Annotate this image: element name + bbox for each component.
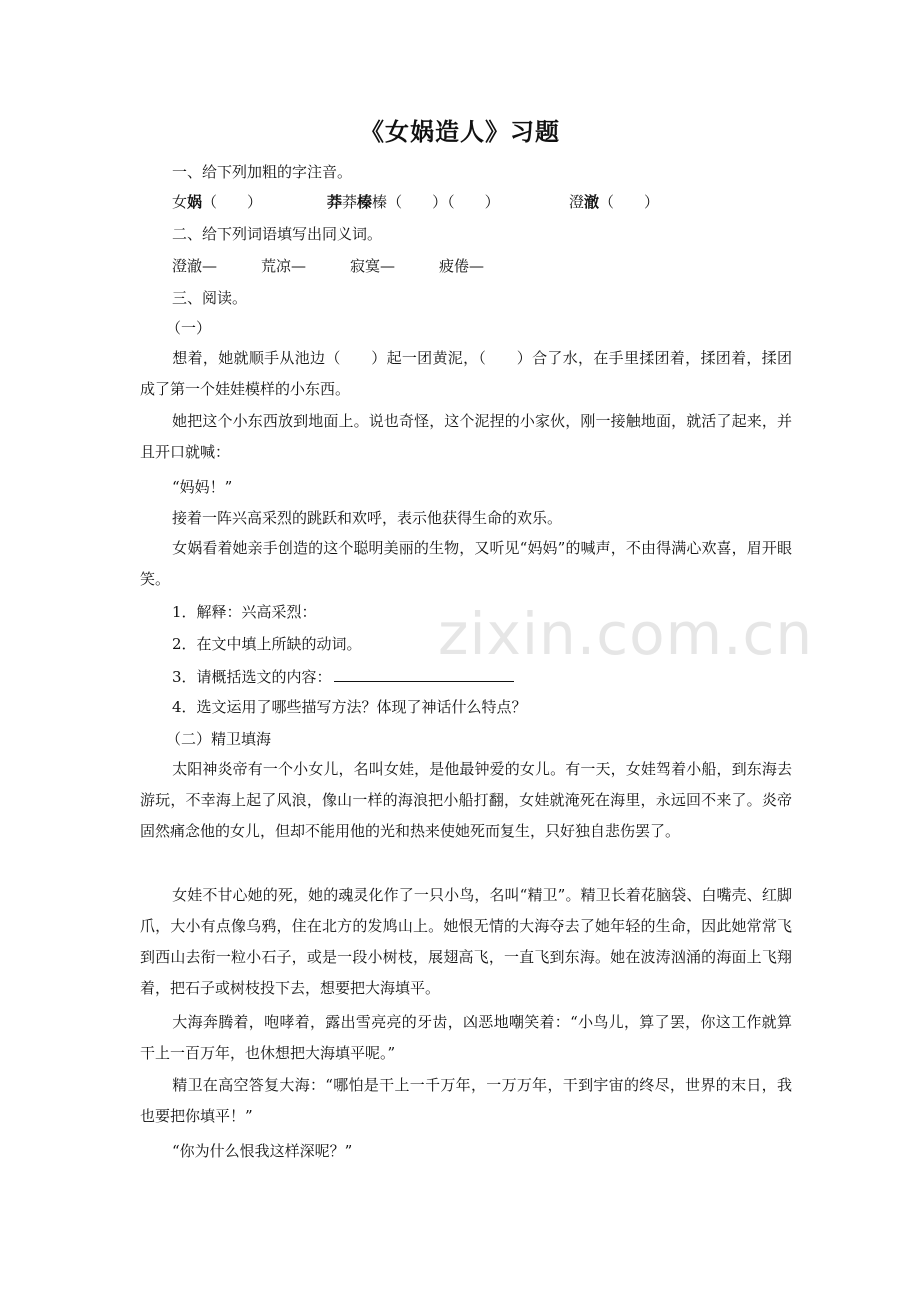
q1-item-3: [569, 192, 659, 212]
subq-2: 2．在文中填上所缺的动词。: [172, 635, 362, 653]
q1-item-1-bold: 娲: [187, 193, 203, 211]
passage1-p5-text: 女娲看着她亲手创造的这个聪明美丽的生物，又听见“妈妈”的喊声，不由得满心欢喜，眉开眼笑。: [140, 539, 792, 588]
subq-1: 1．解释：兴高采烈：: [172, 603, 317, 621]
q1-item-1: [172, 193, 262, 211]
q2-item-2: 荒凉—: [261, 257, 307, 275]
q1-item-2-char-b: 榛: [372, 193, 388, 211]
passage2-p2-text: 女娃不甘心她的死，她的魂灵化作了一只小鸟，名叫“精卫”。精卫长着花脑袋、白嘴壳、红脚爪，大小有点像乌鸦，住在北方的发鸠山上。她恨无情的大海夺去了她年轻的生命，因此她常常飞到西山去衔一粒小石子，或是一段小树枝，展翅高飞，一直飞到东海。她在波涛汹涌的海面上飞翔着，把石子或树枝投下去，想要把大海填平。: [140, 886, 792, 997]
passage1-paragraph-1: [140, 343, 792, 405]
passage1-p1-text: 想着，她就顺手从池边（ ）起一团黄泥，（ ）合了水，在手里揉团着，揉团着，揉团成了第一个娃娃模样的小东西。: [140, 349, 792, 398]
page-title: 《女娲造人》习题: [360, 118, 560, 146]
q1-item-2-blank: （ ）（ ）: [387, 193, 500, 211]
subq-3-text: 3．请概括选文的内容：: [172, 668, 332, 686]
passage2-p3-text: 大海奔腾着，咆哮着，露出雪亮亮的牙齿，凶恶地嘲笑着：“小鸟儿，算了罢，你这工作就算干上一百万年，也休想把大海填平呢。”: [140, 1013, 792, 1062]
passage2-paragraph-1: [140, 754, 792, 847]
passage2-p4-text: 精卫在高空答复大海：“哪怕是干上一千万年，一万万年，干到宇宙的终尽，世界的末日，我也要把你填平！”: [140, 1076, 792, 1125]
passage1-paragraph-2: [140, 406, 792, 468]
passage2-p1-text: 太阳神炎帝有一个小女儿，名叫女娃，是他最钟爱的女儿。有一天，女娃驾着小船，到东海去游玩，不幸海上起了风浪，像山一样的海浪把小船打翻，女娃就淹死在海里，永远回不来了。炎帝固然痛念他的女儿，但却不能用他的光和热来使她死而复生，只好独自悲伤罢了。: [140, 760, 792, 840]
passage1-p2-text: 她把这个小东西放到地面上。说也奇怪，这个泥捏的小家伙，刚一接触地面，就活了起来，并且开口就喊：: [140, 412, 792, 461]
answer-blank-line: [334, 666, 514, 682]
q1-heading: 一、给下列加粗的字注音。: [172, 163, 353, 181]
q1-item-3-char: 澄: [569, 193, 585, 211]
q1-item-1-char: 女: [172, 193, 188, 211]
q1-item-2: [327, 192, 500, 212]
passage2-paragraph-3: [140, 1007, 792, 1069]
q1-item-3-blank: （ ）: [599, 193, 660, 211]
q1-item-1-blank: （ ）: [202, 193, 263, 211]
passage1-paragraph-3: “妈妈！”: [172, 478, 233, 496]
q3-heading: 三、阅读。: [172, 289, 248, 307]
q1-item-2-char-a: 莽: [342, 193, 358, 211]
passage1-paragraph-4: 接着一阵兴高采烈的跳跃和欢呼，表示他获得生命的欢乐。: [172, 509, 563, 527]
subq-4: 4．选文运用了哪些描写方法？体现了神话什么特点？: [172, 698, 527, 716]
passage2-paragraph-4: [140, 1070, 792, 1132]
q3-part2-label: （二）精卫填海: [166, 730, 272, 748]
subq-3: [172, 666, 514, 687]
passage2-paragraph-2: [140, 880, 792, 1004]
q2-heading: 二、给下列词语填写出同义词。: [172, 225, 383, 243]
q2-item-1: 澄澈—: [172, 257, 218, 275]
q1-items: [172, 192, 262, 212]
q2-item-4: 疲倦—: [439, 257, 485, 275]
watermark: zixin.com.cn: [438, 600, 814, 668]
q1-item-2-bold-b: 榛: [357, 193, 373, 211]
passage2-paragraph-5: “你为什么恨我这样深呢？”: [172, 1142, 353, 1160]
q3-part1-label: （一）: [166, 319, 212, 337]
q1-item-2-bold-a: 莽: [327, 193, 343, 211]
passage1-paragraph-5: [140, 533, 792, 595]
q2-item-3: 寂寞—: [350, 257, 396, 275]
q1-item-3-bold: 澈: [584, 193, 600, 211]
